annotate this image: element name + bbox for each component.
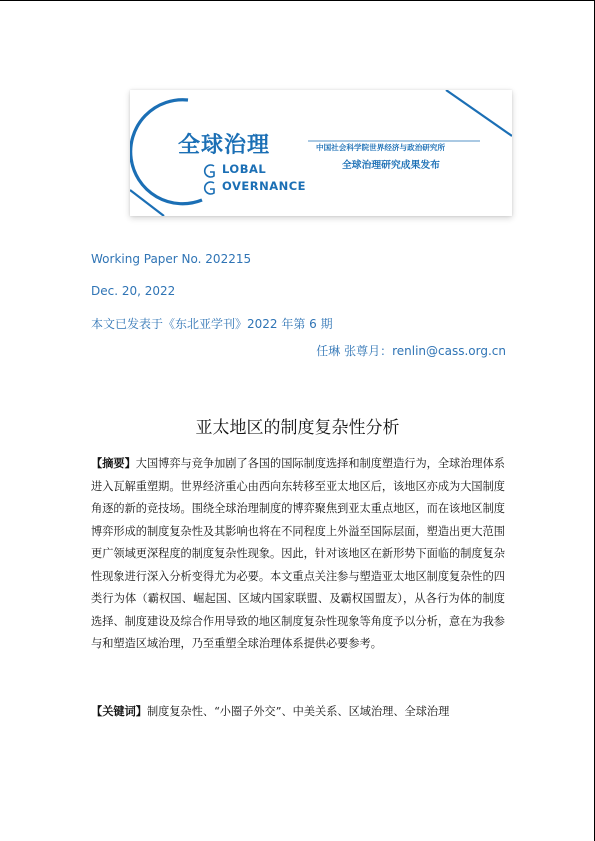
banner-en-line1: LOBAL: [222, 162, 267, 176]
publication-note: 本文已发表于《东北亚学刊》2022 年第 6 期: [91, 317, 333, 331]
abstract: [91, 452, 505, 656]
banner-diagonal-bottom: [130, 190, 164, 216]
keywords-text: 制度复杂性、“小圈子外交”、中美关系、区域治理、全球治理: [146, 705, 450, 718]
abstract-label: 【摘要】: [91, 456, 136, 470]
paper-title: 亚太地区的制度复杂性分析: [195, 418, 400, 438]
paper-date: Dec. 20, 2022: [91, 284, 176, 298]
banner-en-line2: OVERNANCE: [222, 179, 307, 193]
g-letter-1: [205, 165, 214, 177]
abstract-text: 大国博弈与竞争加剧了各国的国际制度选择和制度塑造行为，全球治理体系进入瓦解重塑期。世界经济重心由西向东转移至亚太地区后，该地区亦成为大国制度角逐的新的竞技场。围绕全球治理制度的博弈聚焦到亚太重点地区，而在该地区制度博弈形成的制度复杂性及其影响也将在不同程度上外溢至国际层面，塑造出更大范围更广领域更深程度的制度复杂性现象。因此，针对该地区在新形势下面临的制度复杂性现象进行深入分析变得尤为必要。本文重点关注参与塑造亚太地区制度复杂性的四类行为体（霸权国、崛起国、区域内国家联盟、及霸权国盟友），从各行为体的制度选择、制度建设及综合作用导致的地区制度复杂性现象等角度予以分析，意在为我参与和塑造区域治理，乃至重塑全球治理体系提供必要参考。: [91, 457, 505, 650]
author-contact[interactable]: 任琳 张尊月：renlin@cass.org.cn: [316, 344, 506, 358]
banner-title-cn: 全球治理: [178, 133, 271, 158]
banner-institute: 中国社会科学院世界经济与政治研究所: [316, 143, 446, 152]
banner-subtitle: 全球治理研究成果发布: [342, 160, 440, 171]
global-governance-banner: [130, 90, 512, 216]
keywords: [91, 700, 505, 724]
banner-diagonal-top: [446, 90, 512, 136]
g-letter-2: [205, 182, 214, 194]
top-border-line: [0, 0, 595, 1]
working-paper-number: Working Paper No. 202215: [91, 252, 252, 266]
keywords-label: 【关键词】: [91, 704, 147, 718]
